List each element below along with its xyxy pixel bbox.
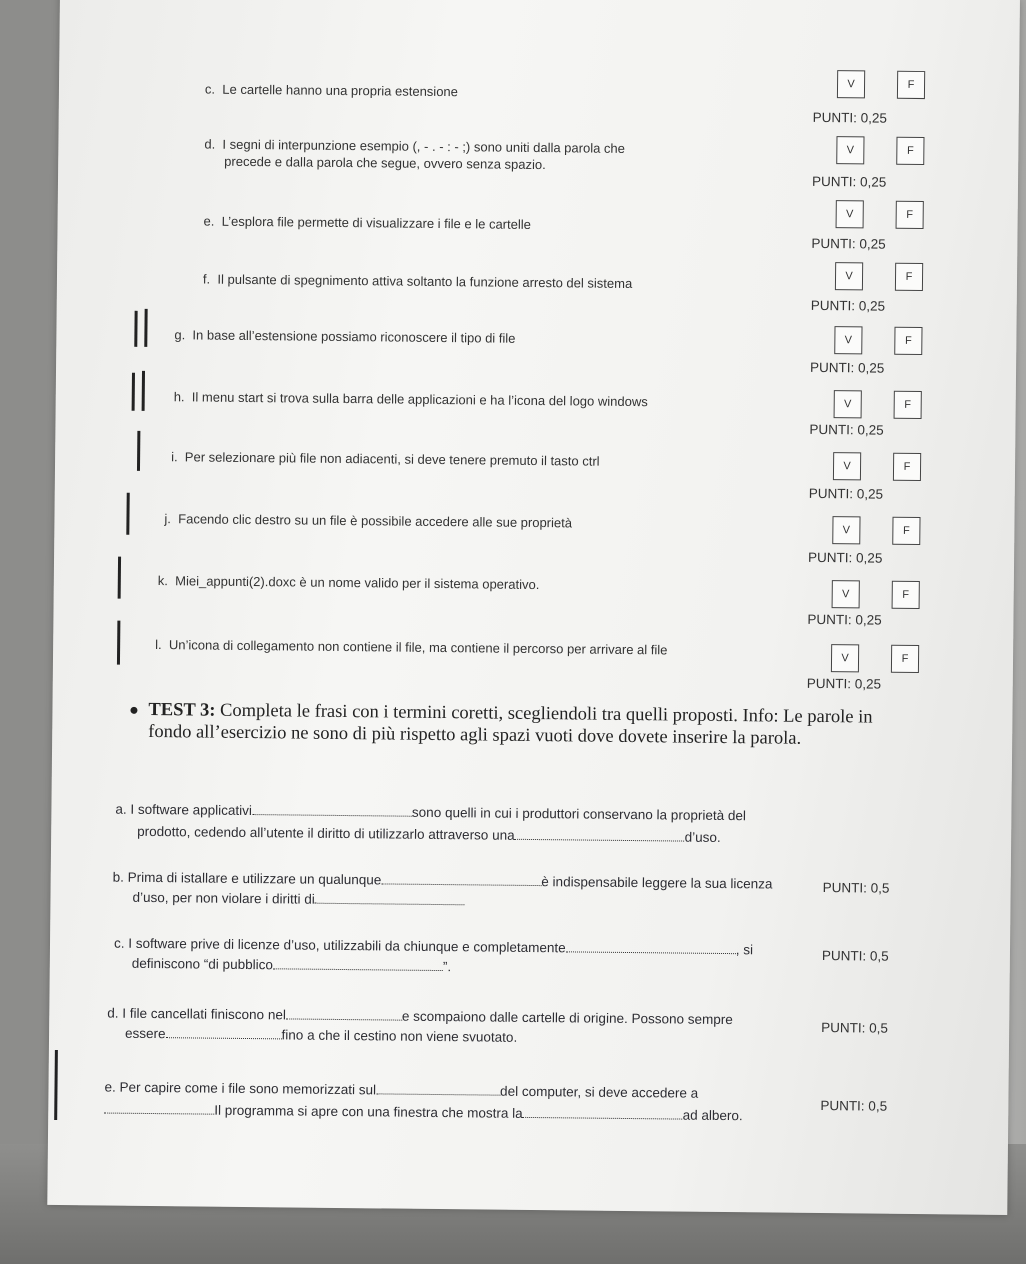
points-label: PUNTI: 0,25 — [810, 359, 885, 376]
test3-heading: TEST 3: — [148, 699, 216, 721]
fill-item-b-cont: d’uso, per non violare i diritti di — [132, 889, 464, 908]
true-box[interactable]: V — [831, 644, 859, 672]
blank-field[interactable] — [566, 939, 736, 954]
false-box[interactable]: F — [896, 201, 924, 229]
points-label: PUNTI: 0,25 — [811, 173, 887, 190]
points-label: PUNTI: 0,25 — [808, 549, 883, 566]
true-box[interactable]: V — [832, 580, 860, 608]
blank-field[interactable] — [381, 871, 541, 886]
false-box[interactable]: F — [897, 71, 925, 99]
pen-mark — [142, 371, 145, 411]
points-label: PUNTI: 0,25 — [809, 421, 884, 438]
pen-mark — [144, 309, 147, 347]
blank-field[interactable] — [252, 802, 412, 817]
bullet-icon — [130, 707, 137, 714]
points-label: PUNTI: 0,5 — [820, 1098, 888, 1114]
tf-item-j: j. Facendo clic destro su un file è possibile accedere alle sue proprietà — [164, 511, 573, 531]
points-label: PUNTI: 0,5 — [821, 1020, 889, 1036]
blank-field[interactable] — [523, 1105, 683, 1120]
points-label: PUNTI: 0,25 — [812, 109, 888, 126]
pen-mark — [54, 1050, 58, 1120]
true-box[interactable]: V — [832, 516, 860, 544]
points-label: PUNTI: 0,25 — [808, 485, 884, 502]
true-box[interactable]: V — [836, 200, 864, 228]
fill-item-b: b. Prima di istallare e utilizzare un qualunque è indispensabile leggere la sua licenza — [112, 869, 773, 892]
tf-item-f: f. Il pulsante di spegnimento attiva soltanto la funzione arresto del sistema — [202, 271, 633, 292]
fill-item-a-cont: prodotto, cedendo all’utente il diritto di utilizzarlo attraverso una d’uso. — [137, 823, 721, 845]
blank-field[interactable] — [273, 956, 443, 971]
false-box[interactable]: F — [892, 581, 920, 609]
pen-mark — [126, 493, 129, 535]
false-box[interactable]: F — [893, 453, 921, 481]
points-label: PUNTI: 0,25 — [811, 235, 886, 252]
true-box[interactable]: V — [833, 452, 861, 480]
fill-item-d-cont: essere fino a che il cestino non viene svuotato. — [125, 1025, 518, 1045]
tf-item-c: c. Le cartelle hanno una propria estensione — [204, 81, 459, 100]
false-box[interactable]: F — [891, 645, 919, 673]
fill-item-e: e. Per capire come i file sono memorizzati sul del computer, si deve accedere a — [104, 1079, 699, 1101]
true-box[interactable]: V — [834, 390, 862, 418]
points-label: PUNTI: 0,5 — [822, 880, 890, 896]
fill-item-d: d. I file cancellati finiscono nel e scompaiono dalle cartelle di origine. Possono sempre — [107, 1005, 733, 1028]
tf-item-k: k. Miei_appunti(2).doxc è un nome valido per il sistema operativo. — [157, 573, 540, 593]
false-box[interactable]: F — [894, 391, 922, 419]
fill-item-e-cont: Il programma si apre con una finestra che mostra la ad albero. — [104, 1101, 743, 1124]
tf-item-i: i. Per selezionare più file non adiacenti, si deve tenere premuto il tasto ctrl — [171, 449, 600, 469]
blank-field[interactable] — [166, 1025, 282, 1039]
pen-mark — [137, 431, 140, 471]
true-box[interactable]: V — [834, 326, 862, 354]
blank-field[interactable] — [515, 827, 685, 842]
true-box[interactable]: V — [837, 70, 865, 98]
points-label: PUNTI: 0,5 — [821, 948, 889, 964]
fill-item-c-cont: definiscono “di pubblico ”. — [131, 955, 452, 975]
test3-text: Completa le frasi con i termini coretti, scegliendoli tra quelli proposti. Info: Le parole in fondo all’esercizio ne sono di più rispetto agli spazi vuoti dove dovete inserire la parola. — [148, 700, 873, 749]
pen-mark — [134, 311, 137, 347]
points-label: PUNTI: 0,25 — [807, 611, 882, 628]
tf-item-d: d. I segni di interpunzione esempio (, - . - : - ;) sono uniti dalla parola che — [204, 136, 626, 156]
false-box[interactable]: F — [896, 137, 924, 165]
false-box[interactable]: F — [892, 517, 920, 545]
true-box[interactable]: V — [836, 136, 864, 164]
tf-item-h: h. Il menu start si trova sulla barra delle applicazioni e ha l’icona del logo windows — [173, 389, 648, 410]
blank-field[interactable] — [286, 1006, 402, 1020]
true-box[interactable]: V — [835, 262, 863, 290]
blank-field[interactable] — [104, 1101, 214, 1115]
false-box[interactable]: F — [894, 327, 922, 355]
pen-mark — [132, 373, 135, 411]
tf-item-e: e. L’esplora file permette di visualizzare i file e le cartelle — [203, 213, 531, 232]
pen-mark — [118, 557, 121, 599]
false-box[interactable]: F — [895, 263, 923, 291]
blank-field[interactable] — [376, 1081, 500, 1095]
points-label: PUNTI: 0,25 — [806, 675, 882, 692]
points-label: PUNTI: 0,25 — [810, 297, 886, 314]
tf-item-l: l. Un’icona di collegamento non contiene il file, ma contiene il percorso per arrivare al file — [155, 637, 668, 658]
tf-item-d-cont: precede e dalla parola che segue, ovvero senza spazio. — [224, 153, 546, 173]
fill-item-c: c. I software prive di licenze d’uso, utilizzabili da chiunque e completamente , si — [113, 935, 754, 958]
tf-item-g: g. In base all’estensione possiamo riconoscere il tipo di file — [174, 327, 516, 346]
fill-item-a: a. I software applicativi sono quelli in cui i produttori conservano la proprietà del — [115, 801, 746, 824]
test3-instructions — [148, 699, 908, 751]
pen-mark — [117, 621, 120, 665]
blank-field[interactable] — [315, 891, 465, 906]
worksheet-paper — [47, 0, 1020, 1215]
